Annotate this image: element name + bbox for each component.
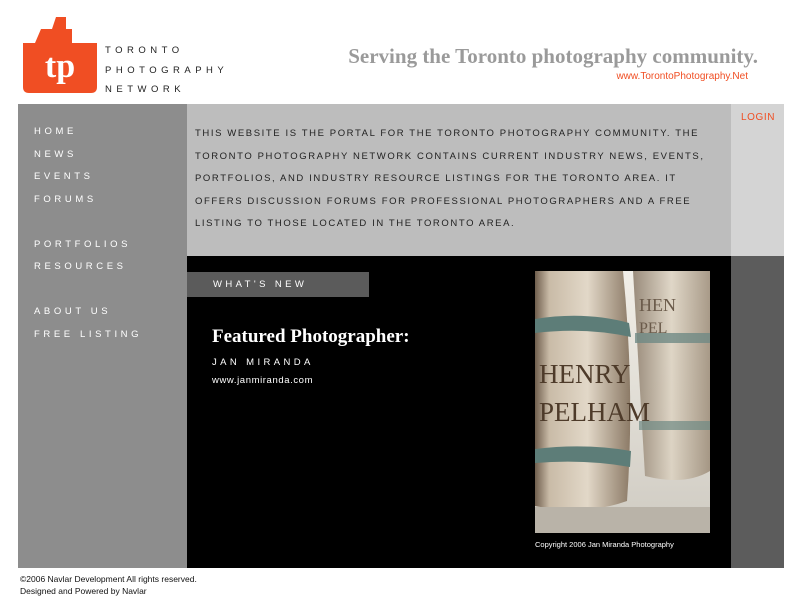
- barrel-text-line1: HENRY: [539, 359, 631, 389]
- login-link[interactable]: LOGIN: [741, 112, 776, 123]
- barrel-back-text-line1: HEN: [639, 295, 676, 315]
- tp-logo[interactable]: [20, 15, 100, 95]
- brand-name-line: NETWORK: [105, 84, 186, 95]
- brand-name: [105, 41, 228, 100]
- nav-item-news[interactable]: NEWS: [34, 149, 77, 160]
- featured-photo[interactable]: [535, 271, 710, 533]
- brand-name-line: TORONTO: [105, 45, 184, 56]
- tagline: Serving the Toronto photography community.: [348, 44, 758, 68]
- footer-credit: Designed and Powered by Navlar: [20, 586, 147, 596]
- photo-caption: Copyright 2006 Jan Miranda Photography: [535, 540, 674, 549]
- footer: [20, 573, 197, 597]
- nav-item-home[interactable]: HOME: [34, 126, 77, 137]
- nav-item-portfolios[interactable]: PORTFOLIOS: [34, 239, 132, 250]
- logo-letters: tp: [44, 48, 76, 85]
- login-panel: [731, 104, 784, 256]
- intro-panel: [187, 104, 731, 256]
- right-column: [731, 256, 784, 568]
- intro-text: THIS WEBSITE IS THE PORTAL FOR THE TORONTO PHOTOGRAPHY COMMUNITY. THE TORONTO PHOTOGRAPHY NETWORK CONTAINS CURRENT INDUSTRY NEWS, EVENTS, PORTFOLIOS, AND INDUSTRY RESOURCE LISTINGS FOR THE TORONTO AREA. IT OFFERS DISCUSSION FORUMS FOR PROFESSIONAL PHOTOGRAPHERS AND A FREE LISTING TO THOSE LOCATED IN THE TORONTO AREA.: [195, 128, 705, 230]
- featured-photographer-title: Featured Photographer:: [212, 326, 410, 347]
- nav-item-forums[interactable]: FORUMS: [34, 194, 97, 205]
- nav-item-resources[interactable]: RESOURCES: [34, 261, 127, 272]
- footer-copyright: ©2006 Navlar Development All rights reserved.: [20, 574, 197, 584]
- nav-item-events[interactable]: EVENTS: [34, 171, 94, 182]
- photographer-name: JAN MIRANDA: [212, 357, 314, 368]
- barrel-text-line2: PELHAM: [539, 397, 651, 427]
- whats-new-heading: WHAT'S NEW: [187, 272, 369, 297]
- whats-new-panel: [187, 256, 731, 568]
- brand-name-line: PHOTOGRAPHY: [105, 64, 229, 76]
- nav-item-free-listing[interactable]: FREE LISTING: [34, 329, 143, 340]
- site-url-link[interactable]: www.TorontoPhotography.Net: [616, 71, 748, 82]
- nav-item-about-us[interactable]: ABOUT US: [34, 306, 112, 317]
- sidebar-nav: [18, 104, 187, 568]
- barrel-back-text-line2: PEL: [639, 320, 668, 337]
- photographer-url-link[interactable]: www.janmiranda.com: [212, 375, 314, 386]
